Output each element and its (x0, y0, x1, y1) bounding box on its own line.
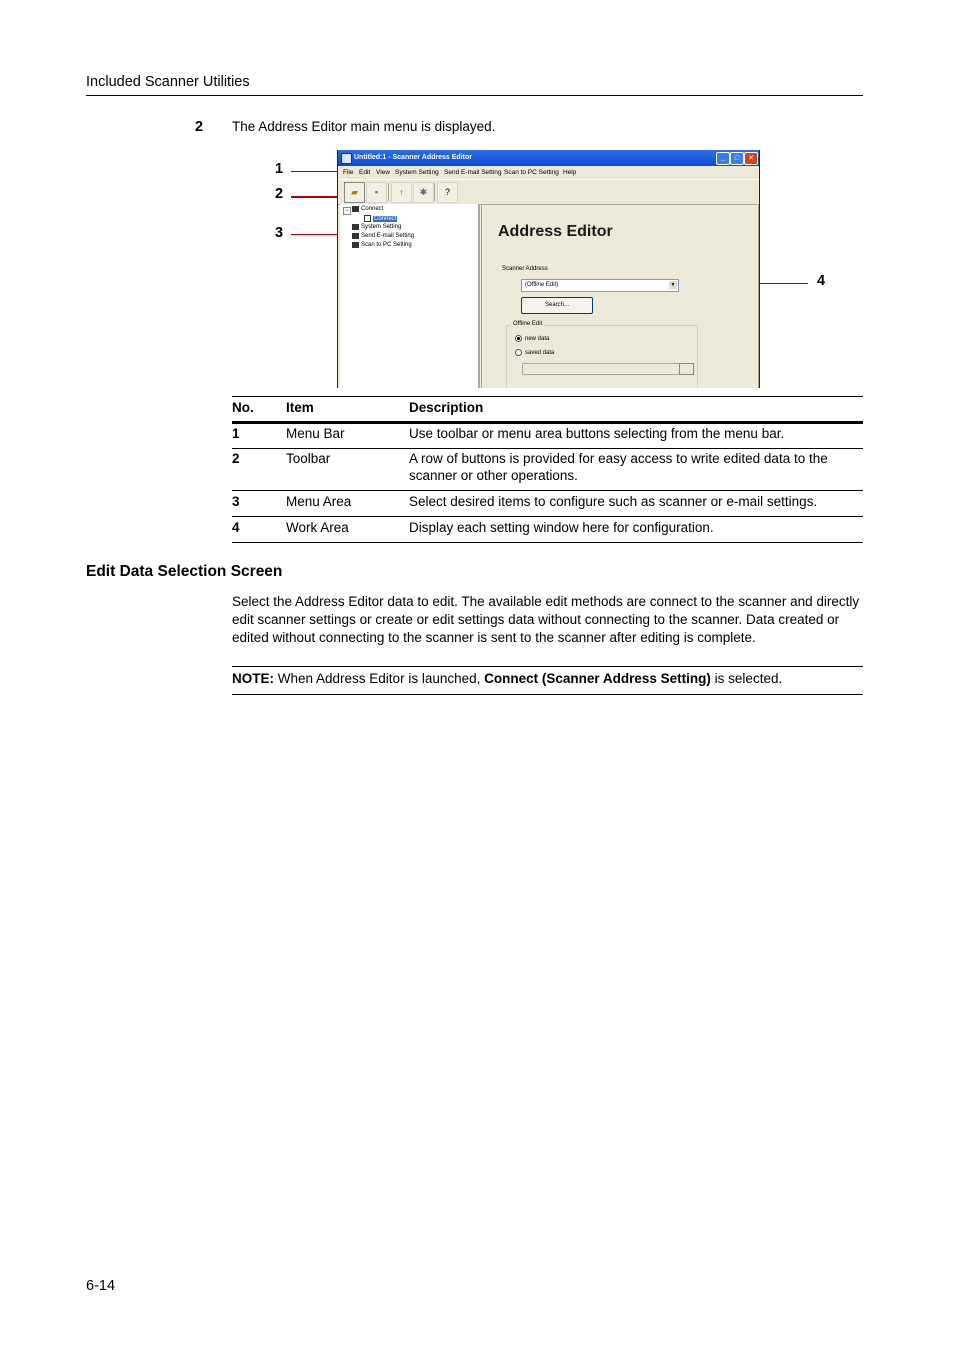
header-item: Item (286, 400, 314, 415)
callout-3: 3 (275, 225, 284, 241)
callout-line-3 (291, 234, 343, 235)
row-item: Toolbar (286, 451, 331, 466)
saved-data-path-input[interactable] (522, 363, 680, 375)
tree-item-system-setting[interactable] (352, 224, 401, 230)
window-title: Untitled:1 - Scanner Address Editor (354, 154, 472, 161)
note-text-before: When Address Editor is launched, (274, 671, 485, 686)
table-row (232, 449, 863, 491)
scanner-address-label: Scanner Address (502, 266, 548, 272)
note-top-rule (232, 666, 863, 667)
search-button[interactable]: Search... (521, 297, 593, 314)
browse-button[interactable] (679, 363, 694, 375)
app-icon (341, 153, 352, 164)
note (232, 670, 863, 687)
row-item: Menu Bar (286, 426, 345, 441)
chevron-down-icon[interactable]: ▼ (670, 282, 676, 288)
menu-scan-to-pc-setting[interactable]: Scan to PC Setting (504, 169, 559, 176)
tree-item-connect[interactable] (364, 215, 397, 222)
section-heading: Edit Data Selection Screen (86, 563, 283, 580)
header-no: No. (232, 400, 254, 415)
work-title: Address Editor (498, 223, 613, 240)
menu-file[interactable]: File (343, 169, 354, 176)
callout-1: 1 (275, 161, 284, 177)
table-row (232, 424, 863, 449)
tree-expander-icon[interactable]: − (343, 207, 351, 215)
row-no: 1 (232, 426, 240, 441)
offline-edit-group (506, 321, 698, 388)
row-no: 3 (232, 494, 240, 509)
scanner-address-select[interactable] (521, 279, 679, 292)
table-row (232, 491, 863, 517)
row-description: Display each setting window here for configuration. (409, 520, 714, 535)
section-paragraph: Select the Address Editor data to edit. The available edit methods are connect to the scanner and directly edit scanner settings or create or edit settings data without connecting to the scanner. Data created or edited without connecting to the scanner is sent to the scanner after editing is complete. (232, 594, 860, 645)
scanner-address-value: (Offline Edit) (525, 282, 559, 288)
computer-icon (352, 206, 359, 212)
running-header: Included Scanner Utilities (86, 74, 250, 90)
menu-help[interactable]: Help (563, 169, 577, 176)
connect-icon[interactable]: ✱ (413, 182, 434, 203)
setting-icon (352, 242, 359, 248)
maximize-icon[interactable]: □ (730, 152, 744, 165)
radio-label: new data (525, 335, 550, 342)
row-no: 2 (232, 451, 240, 466)
menu-area-tree (340, 204, 480, 388)
row-description: Select desired items to configure such as scanner or e-mail settings. (409, 494, 818, 509)
menu-view[interactable]: View (376, 169, 390, 176)
tree-label: Send E-mail Setting (361, 233, 415, 239)
tb-separator (388, 183, 389, 201)
tb-separator (434, 183, 435, 201)
screenshot-window (337, 150, 760, 388)
step-number: 2 (195, 119, 204, 135)
radio-on-icon (515, 335, 522, 342)
row-description: Use toolbar or menu area buttons selecting from the menu bar. (409, 426, 785, 441)
tree-label: Connect (361, 206, 384, 212)
row-description: A row of buttons is provided for easy access to write edited data to the scanner or other operations. (409, 451, 828, 483)
menu-send-email-setting[interactable]: Send E-mail Setting (444, 169, 502, 176)
save-icon[interactable]: ▪ (366, 182, 387, 203)
help-icon[interactable]: ? (437, 182, 458, 203)
menu-bar (338, 166, 759, 179)
tree-item-scan-to-pc-setting[interactable] (352, 242, 412, 248)
tree-item-send-email-setting[interactable] (352, 233, 414, 239)
tree-label: Scan to PC Setting (361, 242, 412, 248)
row-item: Work Area (286, 520, 349, 535)
setting-icon (352, 224, 359, 230)
minimize-icon[interactable]: _ (716, 152, 730, 165)
tree-root-connect[interactable] (352, 206, 383, 212)
callout-2: 2 (275, 186, 284, 202)
table-top-rule (232, 396, 863, 397)
radio-saved-data[interactable] (515, 349, 554, 356)
work-area (481, 204, 759, 388)
note-emphasis: Connect (Scanner Address Setting) (484, 671, 711, 686)
row-no: 4 (232, 520, 240, 535)
page-number: 6-14 (86, 1278, 116, 1294)
tree-label: Connect (374, 215, 397, 222)
header-rule (86, 95, 863, 96)
header-description: Description (409, 400, 484, 415)
menu-edit[interactable]: Edit (359, 169, 371, 176)
callout-line-2 (291, 196, 343, 198)
close-icon[interactable]: ✕ (744, 152, 758, 165)
menu-system-setting[interactable]: System Setting (395, 169, 439, 176)
offline-edit-label: Offline Edit (513, 321, 543, 327)
tree-label: System Setting (361, 224, 402, 230)
edit-icon (364, 215, 371, 222)
title-bar (338, 150, 759, 166)
radio-new-data[interactable] (515, 335, 549, 342)
setting-icon (352, 233, 359, 239)
callout-4: 4 (817, 273, 826, 289)
note-label: NOTE: (232, 671, 274, 686)
step-text: The Address Editor main menu is displayed. (232, 119, 496, 134)
row-item: Menu Area (286, 494, 352, 509)
note-text-after: is selected. (710, 671, 783, 686)
toolbar (338, 179, 759, 205)
table-row (232, 517, 863, 543)
open-folder-icon[interactable]: ▰ (344, 182, 365, 203)
radio-label: saved data (525, 349, 555, 356)
write-icon[interactable]: ↑ (391, 182, 412, 203)
note-bottom-rule (232, 694, 863, 695)
radio-off-icon (515, 349, 522, 356)
